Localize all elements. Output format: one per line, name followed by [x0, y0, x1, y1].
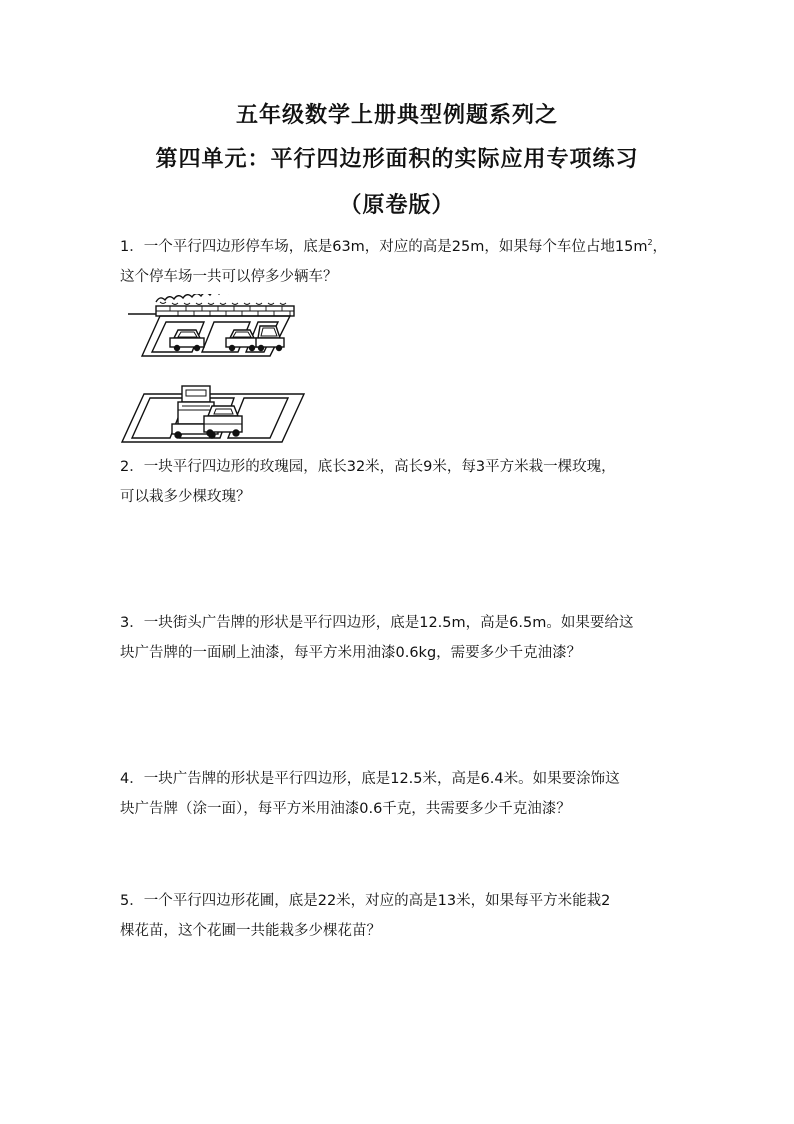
square-unit-superscript: 2 [647, 238, 653, 248]
question-1 [120, 232, 690, 292]
question-3-line-1: 3．一块街头广告牌的形状是平行四边形，底是12.5m，高是6.5m。如果要给这 [120, 615, 634, 631]
car-icon [256, 326, 284, 351]
question-5 [120, 886, 690, 946]
car-icon [204, 406, 242, 436]
question-3 [120, 608, 690, 668]
question-2-line-1: 2．一块平行四边形的玫瑰园，底长32米，高长9米，每3平方米栽一棵玫瑰， [120, 459, 616, 475]
question-1-text: 1．一个平行四边形停车场，底是63m，对应的高是25m，如果每个车位占地15m [120, 239, 648, 255]
question-3-line-2: 块广告牌的一面刷上油漆，每平方米用油漆0.6kg，需要多少千克油漆？ [120, 645, 582, 661]
question-1-line-1 [120, 232, 690, 262]
question-5-line-2: 棵花苗，这个花圃一共能栽多少棵花苗？ [120, 923, 381, 939]
question-4-line-1: 4．一块广告牌的形状是平行四边形，底是12.5米，高是6.4米。如果要涂饰这 [120, 771, 620, 787]
worksheet-edition-label: （原卷版） [339, 193, 455, 218]
hedge-icon [156, 294, 294, 316]
question-2-line-2: 可以栽多少棵玫瑰？ [120, 489, 251, 505]
question-4-line-2: 块广告牌（涂一面），每平方米用油漆0.6千克，共需要多少千克油漆？ [120, 801, 571, 817]
question-4 [120, 764, 690, 824]
parking-lot-illustration-top [120, 294, 300, 360]
worksheet-series-title: 五年级数学上册典型例题系列之 [235, 103, 558, 128]
worksheet-unit-title: 第四单元：平行四边形面积的实际应用专项练习 [155, 147, 639, 172]
question-5-line-1: 5．一个平行四边形花圃，底是22米，对应的高是13米，如果每平方米能栽2 [120, 893, 611, 909]
parking-lot-illustration-bottom [120, 382, 310, 444]
question-1-comma: ， [652, 239, 668, 255]
question-1-line-2: 这个停车场一共可以停多少辆车？ [120, 269, 338, 285]
question-2 [120, 452, 690, 512]
